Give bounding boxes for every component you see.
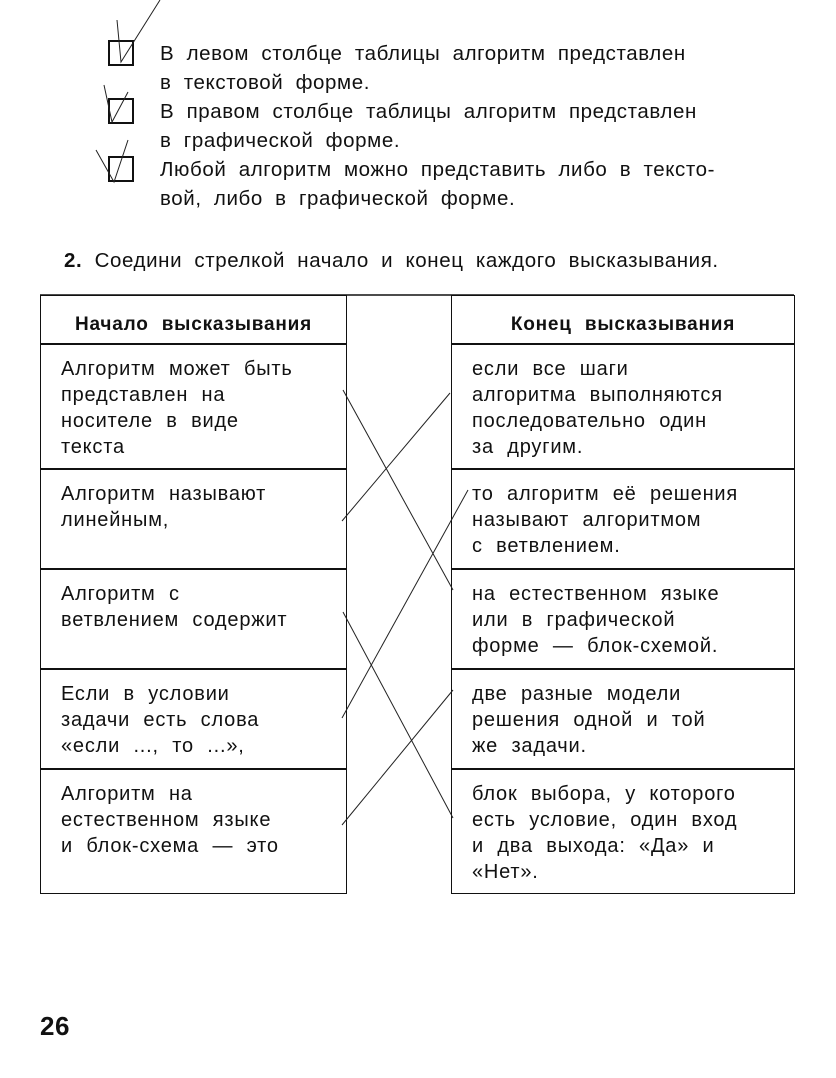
connection-line[interactable] <box>343 390 453 590</box>
right-header: Конец высказывания <box>451 295 795 345</box>
left-cell-line: линейным, <box>61 509 170 531</box>
statement-1-line1: В левом столбце таблицы алгоритм представлен <box>160 42 686 65</box>
right-cell-line: блок выбора, у которого <box>472 783 736 805</box>
right-cell-line: алгоритма выполняются <box>472 384 723 406</box>
left-cell-line: и блок-схема — это <box>61 835 279 857</box>
statement-3-line2: вой, либо в графической форме. <box>160 187 516 210</box>
right-cell-line: форме — блок-схемой. <box>472 635 719 657</box>
right-cell-line: последовательно один <box>472 410 707 432</box>
statement-2-line2: в графической форме. <box>160 129 401 152</box>
check-mark-3 <box>96 140 128 182</box>
right-cell-line: на естественном языке <box>472 583 720 605</box>
right-cell-line: если все шаги <box>472 358 629 380</box>
left-cell-line: задачи есть слова <box>61 709 260 731</box>
left-cell-line: «если ..., то ...», <box>61 735 245 757</box>
right-cell-line: называют алгоритмом <box>472 509 702 531</box>
right-cell-line: с ветвлением. <box>472 535 621 557</box>
right-cell-line: же задачи. <box>472 735 587 757</box>
check-mark-1 <box>117 0 160 62</box>
right-cell-line: две разные модели <box>472 683 682 705</box>
connection-line[interactable] <box>342 690 453 825</box>
page-number: 26 <box>40 1011 71 1041</box>
left-cell-line: Алгоритм на <box>61 783 193 805</box>
left-cell-line: Если в условии <box>61 683 230 705</box>
right-cell-line: и два выхода: «Да» и <box>472 835 715 857</box>
task-number: 2. <box>64 249 83 272</box>
right-cell-line: «Нет». <box>472 861 539 883</box>
connection-line[interactable] <box>343 612 453 818</box>
left-header: Начало высказывания <box>40 295 347 345</box>
task-text: Соедини стрелкой начало и конец каждого высказывания. <box>94 249 719 272</box>
right-cell-line: решения одной и той <box>472 709 706 731</box>
connection-line[interactable] <box>342 393 450 521</box>
right-cell-line: или в графической <box>472 609 676 631</box>
left-cell-line: ветвлением содержит <box>61 609 288 631</box>
right-cell-line: то алгоритм её решения <box>472 483 739 505</box>
right-cell-line: за другим. <box>472 436 584 458</box>
statement-3-line1: Любой алгоритм можно представить либо в тексто- <box>160 158 716 181</box>
statement-1-line2: в текстовой форме. <box>160 71 371 94</box>
left-cell-line: естественном языке <box>61 809 272 831</box>
left-cell-line: носителе в виде <box>61 410 239 432</box>
left-cell-line: текста <box>61 436 125 458</box>
statement-2-line1: В правом столбце таблицы алгоритм представлен <box>160 100 697 123</box>
left-cell-line: представлен на <box>61 384 226 406</box>
check-mark-2 <box>104 85 128 122</box>
connection-line[interactable] <box>342 490 468 718</box>
right-cell-line: есть условие, один вход <box>472 809 738 831</box>
left-cell-line: Алгоритм с <box>61 583 180 605</box>
left-cell-line: Алгоритм называют <box>61 483 267 505</box>
left-cell-line: Алгоритм может быть <box>61 358 293 380</box>
